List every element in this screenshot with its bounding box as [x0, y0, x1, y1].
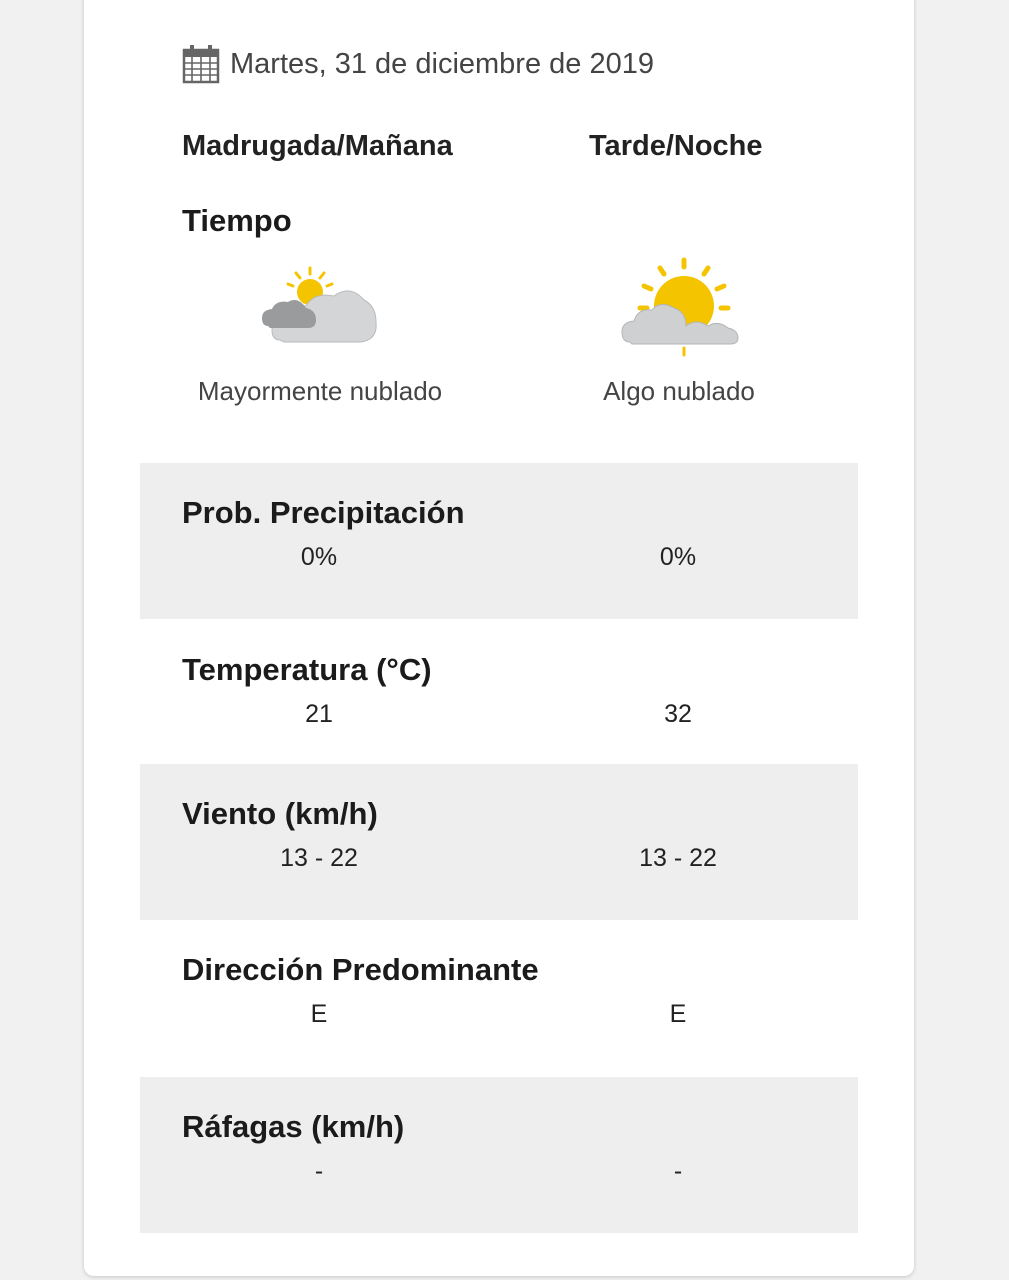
- row-value-morning: 21: [305, 700, 333, 728]
- forecast-card: [84, 0, 914, 1276]
- date-text: Martes, 31 de diciembre de 2019: [230, 47, 654, 80]
- weather-left-label: Mayormente nublado: [197, 376, 443, 406]
- wind-row: [140, 764, 858, 920]
- row-value-evening: 32: [664, 700, 692, 728]
- gusts-row: [140, 1077, 858, 1233]
- period-evening-label: Tarde/Noche: [589, 130, 763, 162]
- mostly-cloudy-icon: [260, 266, 380, 362]
- weather-right-label: Algo nublado: [603, 376, 755, 406]
- row-value-evening: 0%: [659, 543, 697, 571]
- temperature-row: [140, 620, 858, 776]
- date-row: [182, 44, 654, 84]
- row-value-morning: 0%: [300, 543, 338, 571]
- weather-section-title: Tiempo: [182, 203, 292, 238]
- row-title: Prob. Precipitación: [182, 495, 465, 530]
- row-value-morning: -: [314, 1157, 324, 1185]
- row-value-morning: E: [310, 1000, 328, 1028]
- wind-direction-row: [140, 920, 858, 1076]
- calendar-icon: [182, 44, 220, 84]
- row-title: Temperatura (°C): [182, 652, 432, 687]
- row-title: Viento (km/h): [182, 796, 378, 831]
- row-value-evening: 13 - 22: [639, 844, 717, 872]
- row-value-morning: 13 - 22: [280, 844, 358, 872]
- partly-cloudy-icon: [620, 256, 740, 352]
- precipitation-row: [140, 463, 858, 619]
- row-title: Dirección Predominante: [182, 952, 539, 987]
- row-title: Ráfagas (km/h): [182, 1109, 405, 1144]
- period-morning-label: Madrugada/Mañana: [182, 130, 453, 162]
- row-value-evening: E: [669, 1000, 687, 1028]
- row-value-evening: -: [673, 1157, 683, 1185]
